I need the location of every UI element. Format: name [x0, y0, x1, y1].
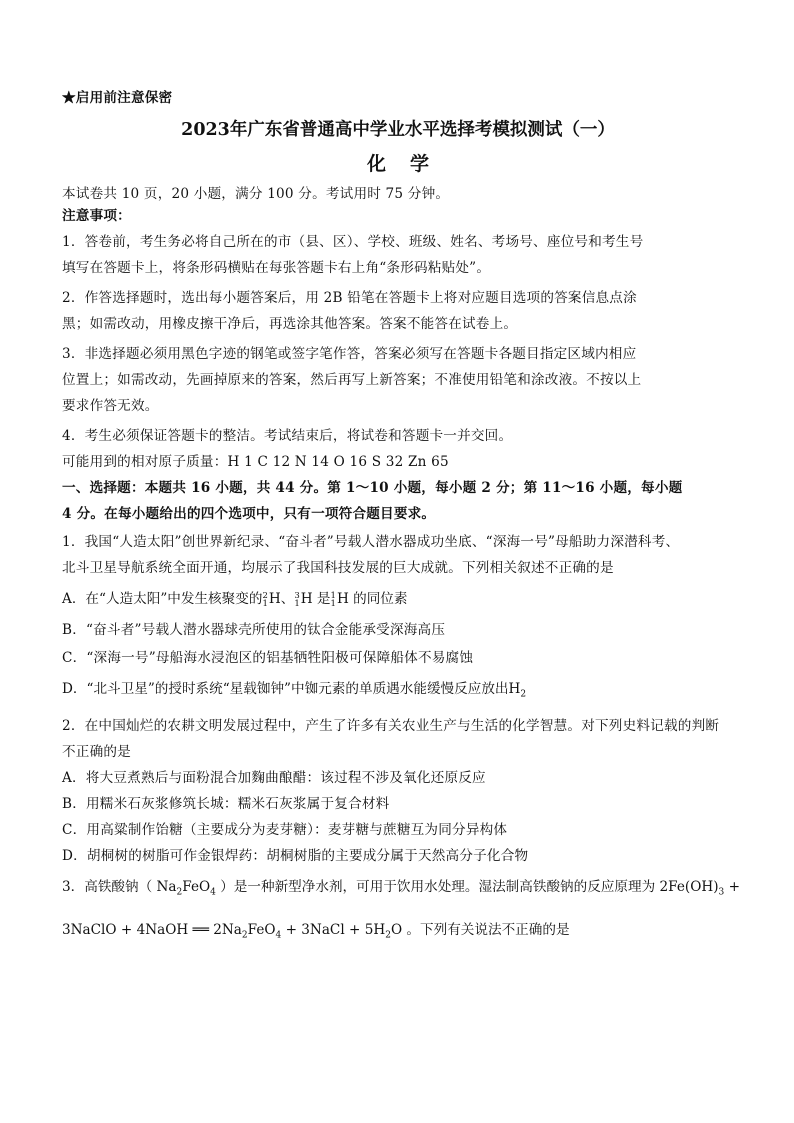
subscript: 2	[520, 689, 527, 700]
mass-number: 2	[262, 590, 268, 601]
q1-option-b: B．“奋斗者”号载人潜水器球壳所使用的钛合金能承受深海高压	[62, 622, 446, 638]
q2-option-c: C．用高粱制作饴糖（主要成分为麦芽糖）：麦芽糖与蔗糖互为同分异构体	[62, 821, 508, 838]
notice-line: 要求作答无效。	[62, 398, 159, 414]
nuclide-h3	[294, 588, 300, 610]
subscript: 2	[176, 887, 183, 898]
q3-stem-text: ）是一种新型净水剂，可用于饮用水处理。湿法制高铁酸钠的反应原理为 2Fe	[215, 878, 685, 895]
mass-number: 1	[330, 590, 336, 601]
subscript: 3	[718, 887, 725, 898]
atomic-number: 1	[262, 598, 268, 609]
formula-h2: H	[508, 681, 521, 697]
confidential-label: ★启用前注意保密	[62, 90, 173, 106]
atomic-masses: 可能用到的相对原子质量：H 1 C 12 N 14 O 16 S 32 Zn 65	[62, 454, 449, 470]
section-heading: 4 分。在每小题给出的四个选项中，只有一项符合题目要求。	[62, 506, 436, 522]
equation-text: + 3NaCl + 5H	[281, 922, 386, 939]
nuclide-h2	[262, 588, 268, 610]
notice-line: 4．考生必须保证答题卡的整洁。考试结束后，将试卷和答题卡一并交回。	[62, 428, 513, 444]
q1-stem: 北斗卫星导航系统全面开通，均展示了我国科技发展的巨大成就。下列相关叙述不正确的是	[62, 560, 614, 576]
equation-text: FeO	[247, 922, 276, 939]
q2-option-b: B．用糯米石灰浆修筑长城：糯米石灰浆属于复合材料	[62, 795, 390, 812]
section-heading: 一、选择题：本题共 16 小题，共 44 分。第 1～10 小题，每小题 2 分；第 11～16 小题，每小题	[62, 480, 683, 496]
equation-text: O 。下列有关说法不正确的是	[390, 922, 570, 939]
q1-option-d	[62, 678, 734, 706]
q3-stem-text: +	[724, 878, 740, 895]
q1-option-a-text: H 的同位素	[336, 591, 408, 607]
notice-line: 1．答卷前，考生务必将自己所在的市（县、区）、学校、班级、姓名、考场号、座位号和考生号	[62, 234, 644, 250]
notice-line: 2．作答选择题时，选出每小题答案后，用 2B 铅笔在答题卡上将对应题目选项的答案信息点涂	[62, 290, 637, 306]
notice-line: 黑；如需改动，用橡皮擦干净后，再选涂其他答案。答案不能答在试卷上。	[62, 316, 518, 332]
subscript: 2	[385, 931, 391, 942]
q3-stem-text: 3．高铁酸钠（ Na	[62, 878, 177, 895]
q2-option-a: A．将大豆煮熟后与面粉混合加麴曲酿醋：该过程不涉及氧化还原反应	[62, 769, 486, 786]
atomic-number: 1	[294, 598, 300, 609]
notice-line: 位置上；如需改动，先画掉原来的答案，然后再写上新答案；不准使用铅笔和涂改液。不按以上	[62, 372, 642, 388]
q1-stem: 1．我国“人造太阳”创世界新纪录、“奋斗者”号载人潜水器成功坐底、“深海一号”母船助力深潜科考、	[62, 534, 680, 550]
notice-line: 填写在答题卡上，将条形码横贴在每张答题卡右上角“条形码粘贴处”。	[62, 260, 491, 276]
subscript: 4	[275, 931, 282, 942]
atomic-number: 1	[330, 598, 336, 609]
exam-title: 2023年广东省普通高中学业水平选择考模拟测试（一）	[181, 120, 615, 140]
notice-line: 3．非选择题必须用黑色字迹的钢笔或签字笔作答，答案必须写在答题卡各题目指定区域内相应	[62, 346, 637, 362]
q2-stem: 2．在中国灿烂的农耕文明发展过程中，产生了许多有关农业生产与生活的化学智慧。对下列史料记载的判断	[62, 717, 720, 734]
q1-option-a-text: H 是	[300, 591, 331, 607]
q1-option-c: C．“深海一号”母船海水浸泡区的铝基牺牲阳极可保障船体不易腐蚀	[62, 650, 474, 666]
subscript: 2	[241, 931, 248, 942]
equation-text: 3NaClO + 4NaOH ══ 2Na	[62, 922, 242, 939]
q3-equation	[62, 919, 734, 947]
exam-page	[62, 88, 740, 947]
q1-option-a	[62, 588, 734, 610]
q1-option-d-text: D．“北斗卫星”的授时系统“星载铷钟”中铷元素的单质遇水能缓慢反应放出	[62, 681, 509, 697]
q3-stem	[62, 876, 740, 904]
notice-heading: 注意事项：	[62, 208, 131, 224]
exam-info: 本试卷共 10 页，20 小题，满分 100 分。考试用时 75 分钟。	[62, 186, 450, 202]
q1-option-a-text: A．在“人造太阳”中发生核聚变的	[62, 591, 263, 607]
q1-option-a-text: H、	[268, 591, 295, 607]
mass-number: 3	[294, 590, 300, 601]
nuclide-h1	[331, 588, 337, 610]
q2-option-d: D．胡桐树的树脂可作金银焊药：胡桐树脂的主要成分属于天然高分子化合物	[62, 847, 529, 864]
q3-stem-text: (OH)	[684, 878, 719, 895]
q2-stem: 不正确的是	[62, 743, 131, 760]
subject-title: 化学	[366, 153, 453, 175]
q3-stem-text: FeO	[182, 878, 211, 895]
subscript: 4	[210, 887, 216, 898]
